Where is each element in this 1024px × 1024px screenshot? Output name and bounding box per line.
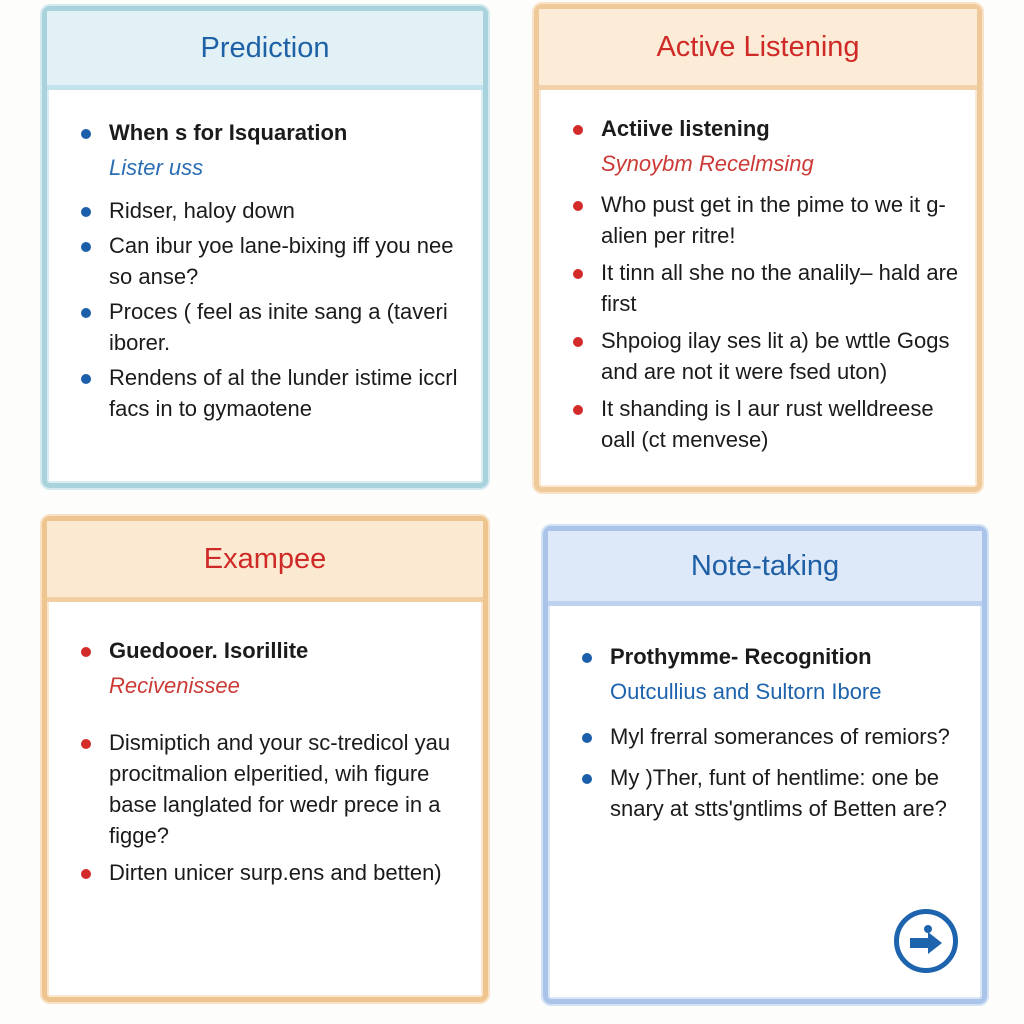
bullet-icon [573, 337, 583, 347]
bullet-icon [582, 733, 592, 743]
active-listening-title: Active Listening [539, 9, 977, 90]
note-taking-card [543, 526, 987, 1004]
example-card [42, 516, 488, 1002]
bullet-icon [573, 125, 583, 135]
list-item: Ridser, haloy down [47, 195, 483, 226]
bullet-icon [81, 207, 91, 217]
note-taking-title: Note-taking [548, 531, 982, 606]
list-item: It shanding is l aur rust welldreese oall (ct menvese) [539, 393, 977, 455]
list-item: Dirten unicer surp.ens and betten) [47, 857, 483, 888]
list-item: Rendens of al the lunder istime iccrl facs in to gymaotene [47, 362, 483, 424]
prediction-list [47, 117, 483, 424]
list-item: My )Ther, funt of hentlime: one be snary at stts'gntlims of Betten are? [548, 762, 982, 824]
example-title: Exampee [47, 521, 483, 602]
bullet-icon [573, 201, 583, 211]
bullet-icon [81, 308, 91, 318]
bullet-icon [81, 869, 91, 879]
bullet-icon [81, 374, 91, 384]
bullet-icon [573, 269, 583, 279]
note-taking-list [548, 641, 982, 824]
bullet-icon [81, 739, 91, 749]
bullet-icon [81, 647, 91, 657]
bullet-icon [582, 774, 592, 784]
list-item: Myl frerral somerances of remiors? [548, 721, 982, 752]
list-item: Who pust get in the pime to we it g-alien per ritre! [539, 189, 977, 251]
list-item: Shpoiog ilay ses lit a) be wttle Gogs and are not it were fsed uton) [539, 325, 977, 387]
list-item: It tinn all she no the analily– hald are first [539, 257, 977, 319]
list-item: Dismiptich and your sc-tredicol yau procitmalion elperitied, wih figure base langlated for wedr prece in a figge? [47, 727, 483, 851]
bullet-icon [81, 129, 91, 139]
active-listening-list [539, 113, 977, 455]
arrow-right-circle-icon[interactable] [894, 909, 958, 973]
prediction-title: Prediction [47, 11, 483, 90]
list-item: Actiive listening Synoybm Recelmsing [539, 113, 977, 179]
example-list [47, 635, 483, 888]
list-item: Guedooer. Isorillite Recivenissee [47, 635, 483, 701]
bullet-icon [582, 653, 592, 663]
arrow-right-icon [906, 924, 946, 958]
prediction-card [42, 6, 488, 488]
list-item: Prothymme- Recognition Outcullius and Sultorn Ibore [548, 641, 982, 707]
active-listening-card [534, 4, 982, 492]
list-item: Can ibur yoe lane-bixing iff you nee so anse? [47, 230, 483, 292]
bullet-icon [81, 242, 91, 252]
list-item: Proces ( feel as inite sang a (taveri iborer. [47, 296, 483, 358]
bullet-icon [573, 405, 583, 415]
list-item: When s for Isquaration Lister uss [47, 117, 483, 183]
